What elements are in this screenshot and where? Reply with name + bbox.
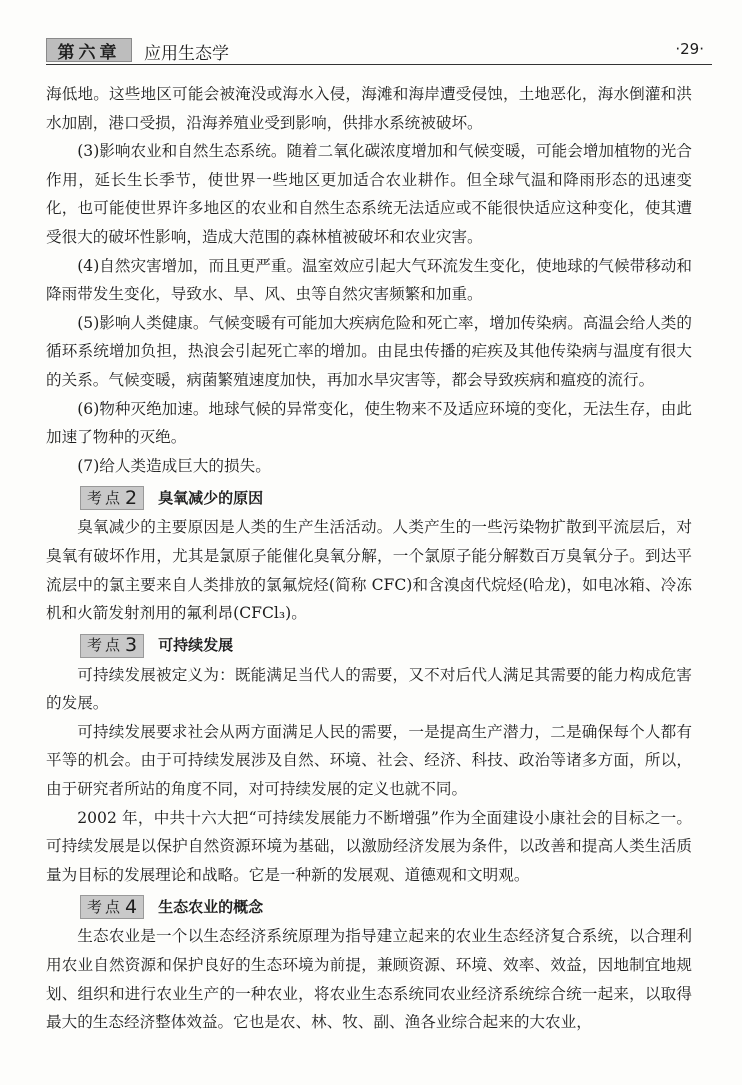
paragraph: 臭氧减少的主要原因是人类的生产生活活动。人类产生的一些污染物扩散到平流层后，对臭氧有破坏作用，尤其是氯原子能催化臭氧分解，一个氯原子能分解数百万臭氧分子。到达平流层中的氯主要来自人类排放的氯氟烷烃(简称 CFC)和含溴卤代烷烃(哈龙)，如电冰箱、冷冻机和火箭发射剂用的氟利昂(CFCl₃)。: [46, 518, 692, 623]
kaodian-number: 4: [125, 896, 138, 919]
kaodian-title: 臭氧减少的原因: [158, 489, 264, 508]
paragraph: 可持续发展被定义为：既能满足当代人的需要，又不对后代人满足其需要的能力构成危害的发展。: [46, 665, 692, 713]
kaodian-badge: [80, 486, 144, 510]
paragraph: (6)物种灭绝加速。地球气候的异常变化，使生物来不及适应环境的变化，无法生存，由此加速了物种的灭绝。: [46, 399, 692, 447]
kaodian-3-heading: [80, 633, 692, 659]
page-body: [46, 80, 692, 1037]
kaodian-4-heading: [80, 894, 692, 920]
chapter-label: 第六章: [46, 38, 132, 62]
kaodian-label: 考点: [87, 898, 124, 917]
paragraph: 海低地。这些地区可能会被淹没或海水入侵，海滩和海岸遭受侵蚀，土地恶化，海水倒灌和洪水加剧，港口受损，沿海养殖业受到影响，供排水系统被破坏。: [46, 85, 692, 132]
paragraph: (7)给人类造成巨大的损失。: [77, 456, 271, 475]
page-number: ·29·: [675, 40, 704, 58]
paragraph: 2002 年，中共十六大把“可持续发展能力不断增强”作为全面建设小康社会的目标之一。可持续发展是以保护自然资源环境为基础，以激励经济发展为条件，以改善和提高人类生活质量为目标的发展理论和战略。它是一种新的发展观、道德观和文明观。: [46, 808, 692, 884]
kaodian-label: 考点: [87, 636, 124, 655]
kaodian-badge: [80, 634, 144, 658]
kaodian-label: 考点: [87, 489, 124, 508]
page-header: [46, 34, 712, 64]
chapter-title: 应用生态学: [144, 44, 229, 64]
paragraph: (5)影响人类健康。气候变暖有可能加大疾病危险和死亡率，增加传染病。高温会给人类的循环系统增加负担，热浪会引起死亡率的增加。由昆虫传播的疟疾及其他传染病与温度有很大的关系。气候变暖，病菌繁殖速度加快，再加水旱灾害等，都会导致疾病和瘟疫的流行。: [46, 313, 692, 389]
section-eco-agriculture: [46, 922, 692, 1036]
section-climate-effects: [46, 80, 692, 480]
kaodian-title: 生态农业的概念: [158, 898, 264, 917]
paragraph: 生态农业是一个以生态经济系统原理为指导建立起来的农业生态经济复合系统，以合理利用农业自然资源和保护良好的生态环境为前提，兼顾资源、环境、效率、效益，因地制宜地规划、组织和进行农业生产的一种农业，将农业生态系统同农业经济系统综合统一起来，以取得最大的生态经济整体效益。它也是农、林、牧、副、渔各业综合起来的大农业，: [46, 927, 692, 1032]
kaodian-2-heading: [80, 485, 692, 511]
paragraph: (4)自然灾害增加，而且更严重。温室效应引起大气环流发生变化，使地球的气候带移动和降雨带发生变化，导致水、旱、风、虫等自然灾害频繁和加重。: [46, 256, 692, 304]
section-ozone: [46, 513, 692, 627]
section-sustainable: [46, 661, 692, 890]
kaodian-title: 可持续发展: [158, 636, 234, 655]
paragraph: (3)影响农业和自然生态系统。随着二氧化碳浓度增加和气候变暖，可能会增加植物的光合作用，延长生长季节，使世界一些地区更加适合农业耕作。但全球气温和降雨形态的迅速变化，也可能使世界许多地区的农业和自然生态系统无法适应或不能很快适应这种变化，使其遭受很大的破坏性影响，造成大范围的森林植被破坏和农业灾害。: [46, 142, 692, 246]
paragraph: 可持续发展要求社会从两方面满足人民的需要，一是提高生产潜力，二是确保每个人都有平等的机会。由于可持续发展涉及自然、环境、社会、经济、科技、政治等诸多方面，所以，由于研究者所站的角度不同，对可持续发展的定义也就不同。: [46, 722, 692, 799]
header-rule: [46, 64, 712, 65]
kaodian-number: 3: [125, 634, 138, 657]
kaodian-number: 2: [125, 487, 138, 510]
kaodian-badge: [80, 895, 144, 919]
